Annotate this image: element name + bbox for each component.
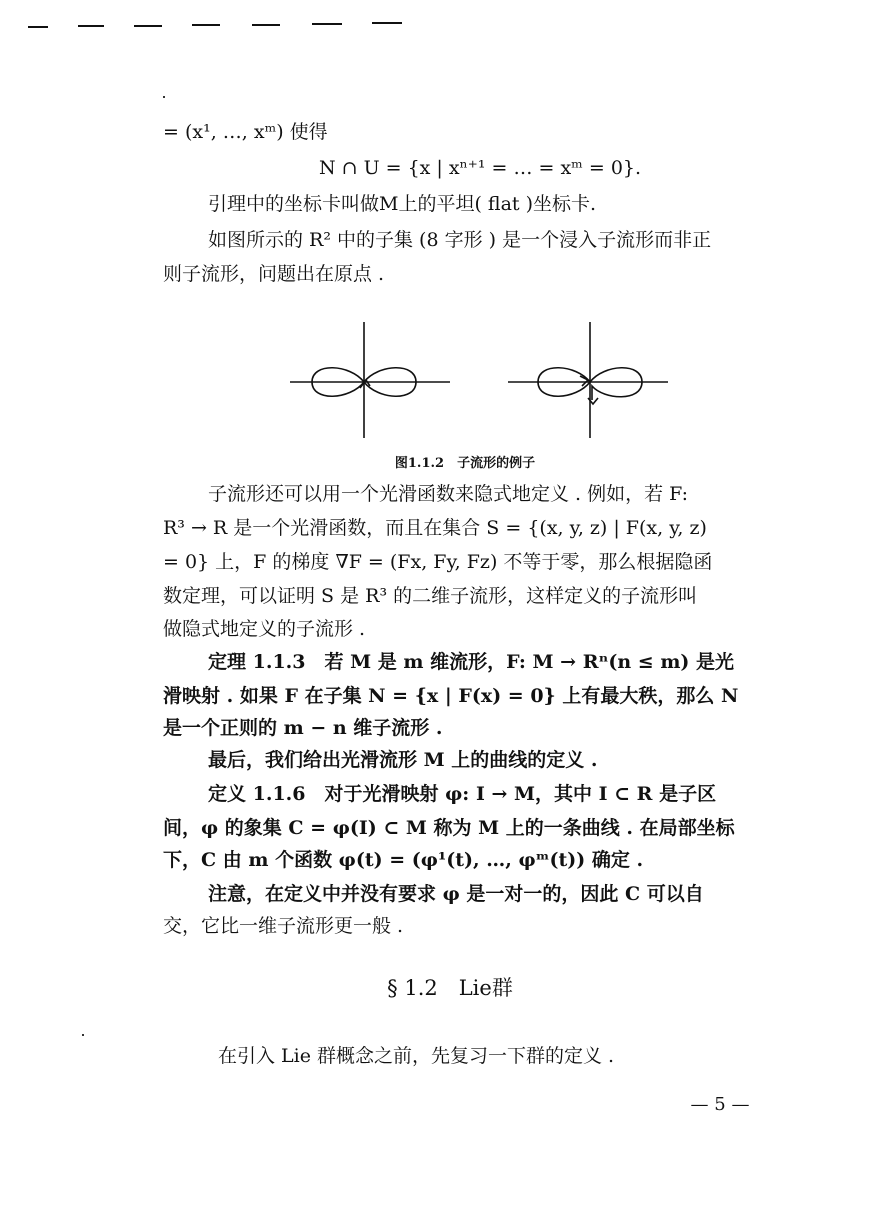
text-line: 引理中的坐标卡叫做M上的平坦( flat )坐标卡. <box>208 193 597 215</box>
definition-line: 定义 1.1.6 对于光滑映射 φ: I → M，其中 I ⊂ R 是子区 <box>208 783 717 805</box>
text-line: 最后，我们给出光滑流形 M 上的曲线的定义 . <box>208 749 598 771</box>
text-line: 做隐式地定义的子流形 . <box>163 618 366 640</box>
definition-line: 下，C 由 m 个函数 φ(t) = (φ¹(t), …, φᵐ(t)) 确定 . <box>163 849 644 871</box>
header-dash <box>252 24 280 26</box>
header-dash-rule <box>0 20 420 28</box>
figure-caption: 图1.1.2 子流形的例子 <box>394 456 536 471</box>
section-heading: § 1.2 Lie群 <box>387 976 513 1000</box>
header-dash <box>78 25 104 27</box>
header-dash <box>134 25 162 27</box>
text-line: R³ → R 是一个光滑函数，而且在集合 S = {(x, y, z) | F(x, y, z) <box>163 517 707 539</box>
figure-figure-eight <box>280 318 680 442</box>
text-line: 如图所示的 R² 中的子集 (8 字形 ) 是一个浸入子流形而非正 <box>208 229 712 251</box>
scan-speck <box>82 1034 84 1036</box>
page-number: — 5 — <box>690 1094 750 1115</box>
text-line: = (x¹, …, xᵐ) 使得 <box>163 121 328 143</box>
definition-line: 间，φ 的象集 C = φ(I) ⊂ M 称为 M 上的一条曲线 . 在局部坐标 <box>163 817 735 839</box>
theorem-line: 滑映射 . 如果 F 在子集 N = {x | F(x) = 0} 上有最大秩，那么 N <box>163 685 739 707</box>
theorem-line: 定理 1.1.3 若 M 是 m 维流形，F: M → Rⁿ(n ≤ m) 是光 <box>208 651 735 673</box>
text-line: 交，它比一维子流形更一般 . <box>163 915 404 937</box>
header-dash <box>372 22 402 24</box>
scan-speck <box>163 96 165 98</box>
header-dash <box>192 24 220 26</box>
header-dash <box>28 26 48 28</box>
text-line: 子流形还可以用一个光滑函数来隐式地定义 . 例如，若 F: <box>208 483 689 505</box>
header-dash <box>312 23 342 25</box>
text-line: 在引入 Lie 群概念之前，先复习一下群的定义 . <box>218 1045 615 1067</box>
text-line: = 0} 上，F 的梯度 ∇F = (Fx, Fy, Fz) 不等于零，那么根据隐函 <box>163 551 713 573</box>
text-line: 则子流形，问题出在原点 . <box>163 263 385 285</box>
text-line: 注意，在定义中并没有要求 φ 是一对一的，因此 C 可以自 <box>208 883 704 905</box>
equation-line: N ∩ U = {x | xⁿ⁺¹ = … = xᵐ = 0}. <box>318 157 642 179</box>
text-line: 数定理，可以证明 S 是 R³ 的二维子流形，这样定义的子流形叫 <box>163 585 698 607</box>
theorem-line: 是一个正则的 m − n 维子流形 . <box>163 717 443 739</box>
